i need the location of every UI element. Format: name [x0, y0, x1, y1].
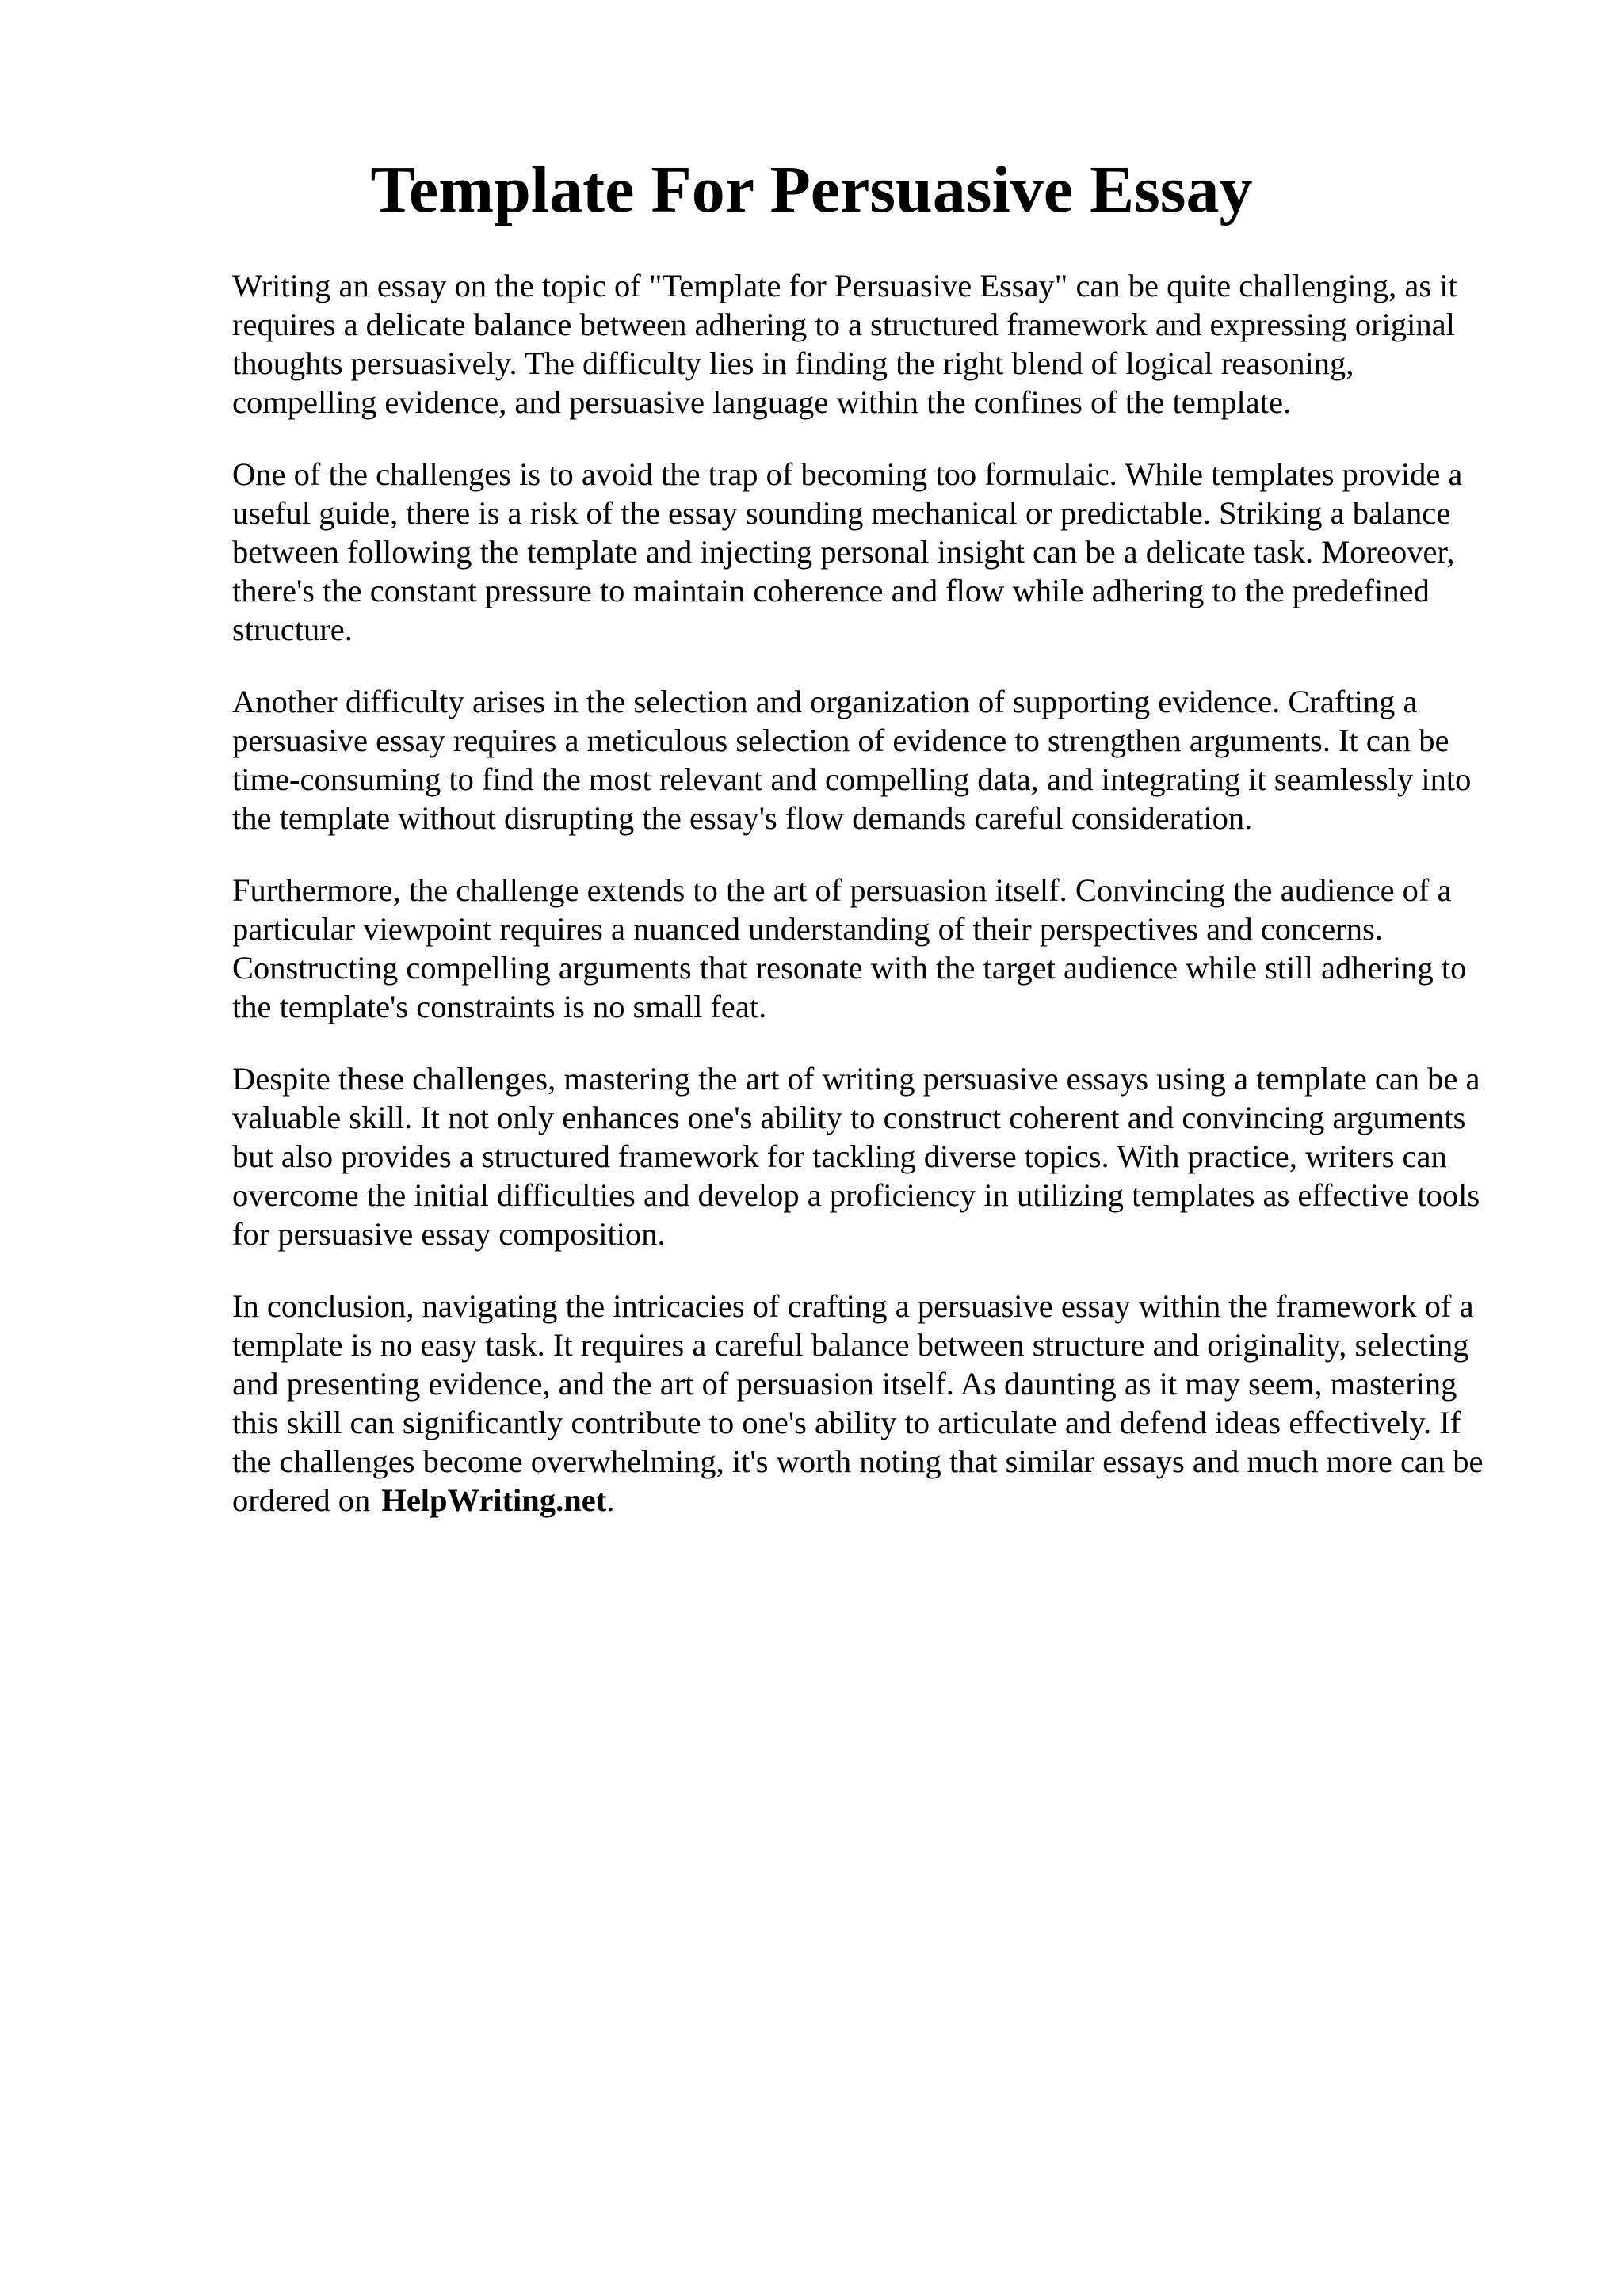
paragraph-line: for persuasive essay composition.: [232, 1216, 666, 1252]
paragraph-line: the template's constraints is no small feat.: [232, 989, 767, 1024]
paragraph-line: time-consuming to find the most relevant and compelling data, and integrating it seamlessly into: [232, 761, 1472, 797]
paragraph-line: and presenting evidence, and the art of persuasion itself. As daunting as it may seem, mastering: [232, 1366, 1457, 1402]
paragraph-2: [232, 455, 1532, 649]
paragraph-line: but also provides a structured framework for tackling diverse topics. With practice, writers can: [232, 1138, 1447, 1174]
paragraph-line: the challenges become overwhelming, it's worth noting that similar essays and much more can be: [232, 1444, 1484, 1479]
paragraph-line: particular viewpoint requires a nuanced understanding of their perspectives and concerns.: [232, 911, 1383, 947]
paragraph-line: the template without disrupting the essay's flow demands careful consideration.: [232, 800, 1253, 836]
paragraph-line: Despite these challenges, mastering the art of writing persuasive essays using a template can be a: [232, 1061, 1480, 1097]
helpwriting-link[interactable]: HelpWriting.net: [381, 1482, 607, 1518]
page-title: Template For Persuasive Essay: [370, 153, 1253, 227]
paragraph-line: this skill can significantly contribute to one's ability to articulate and defend ideas effectively. If: [232, 1405, 1461, 1440]
paragraph-line: useful guide, there is a risk of the essay sounding mechanical or predictable. Striking a balance: [232, 495, 1451, 531]
paragraph-last-line: [232, 1481, 1532, 1520]
paragraph-line: valuable skill. It not only enhances one's ability to construct coherent and convincing arguments: [232, 1100, 1466, 1135]
paragraph-line: there's the constant pressure to maintain coherence and flow while adhering to the predefined: [232, 573, 1430, 608]
paragraph-1: [232, 266, 1532, 421]
paragraph-line: structure.: [232, 612, 353, 647]
paragraph-line: Furthermore, the challenge extends to the art of persuasion itself. Convincing the audience of a: [232, 872, 1452, 908]
paragraph-3: [232, 682, 1532, 837]
paragraph-line: Another difficulty arises in the selection and organization of supporting evidence. Crafting a: [232, 684, 1418, 719]
paragraph-line: Writing an essay on the topic of "Template for Persuasive Essay" can be quite challenging, as it: [232, 268, 1457, 303]
paragraph-line: between following the template and injecting personal insight can be a delicate task. Moreover,: [232, 534, 1455, 570]
paragraph-line: persuasive essay requires a meticulous selection of evidence to strengthen arguments. It can be: [232, 723, 1449, 758]
paragraph-4: [232, 871, 1532, 1026]
last-line-suffix: .: [606, 1482, 615, 1518]
paragraph-line: Constructing compelling arguments that resonate with the target audience while still adhering to: [232, 950, 1467, 986]
paragraph-5: [232, 1059, 1532, 1253]
paragraph-line: compelling evidence, and persuasive language within the confines of the template.: [232, 384, 1292, 420]
paragraph-line: In conclusion, navigating the intricacies of crafting a persuasive essay within the framework of a: [232, 1288, 1474, 1324]
paragraph-line: One of the challenges is to avoid the trap of becoming too formulaic. While templates provide a: [232, 456, 1463, 492]
paragraph-line: template is no easy task. It requires a careful balance between structure and originality, selecting: [232, 1327, 1469, 1363]
paragraph-line: thoughts persuasively. The difficulty lies in finding the right blend of logical reasoning,: [232, 345, 1354, 381]
paragraph-6: [232, 1287, 1532, 1520]
paragraph-line: requires a delicate balance between adhering to a structured framework and expressing original: [232, 307, 1455, 342]
last-line-prefix: ordered on: [232, 1482, 371, 1518]
paragraph-line: overcome the initial difficulties and develop a proficiency in utilizing templates as effective tools: [232, 1177, 1480, 1213]
essay-body: [232, 266, 1532, 1553]
